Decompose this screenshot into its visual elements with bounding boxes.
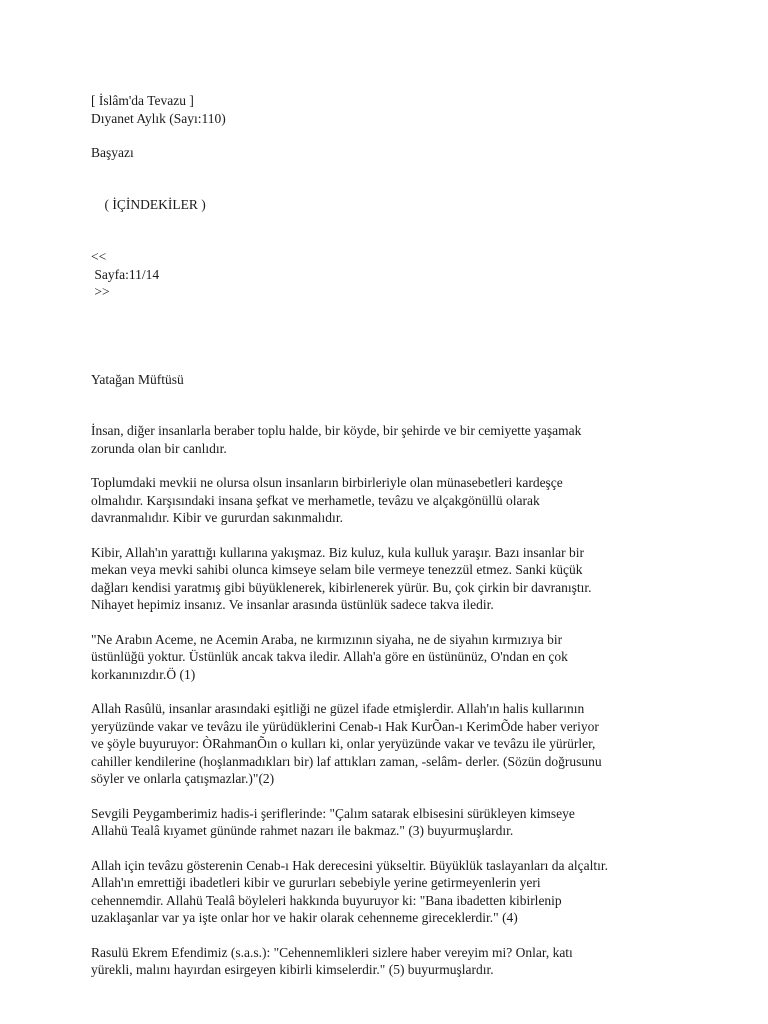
paragraph-line: Allah'ın emrettiği ibadetleri kibir ve gururları sebebiyle yerine getirmeyenlerin yeri [91, 875, 541, 890]
article-body [91, 422, 711, 979]
paragraph-line: olmalıdır. Karşısındaki insana şefkat ve merhametle, tevâzu ve alçakgönüllü olarak [91, 492, 540, 508]
pager [91, 248, 711, 301]
paragraph-line: davranmalıdır. Kibir ve gururdan sakınmalıdır. [91, 510, 343, 525]
paragraph-line: cahiller kendilerine (hoşlanmadıkları bir) laf attıkları zaman, -selâm- derler. (Sözün doğrusunu [91, 753, 602, 769]
paragraph-line: ve şöyle buyuruyor: ÒRahmanÕın o kulları ki, onlar yeryüzünde vakar ve tevâzu ile yürürler, [91, 736, 596, 751]
paragraph-line: korkanınızdır.Ö (1) [91, 666, 196, 682]
prev-page-link[interactable]: << [91, 249, 107, 264]
paragraph-line: "Ne Arabın Aceme, ne Acemin Araba, ne kırmızının siyaha, ne de siyahın kırmızıya bir [91, 631, 563, 647]
contents-link[interactable] [91, 179, 711, 232]
paragraph-line: Nihayet hepimiz insanız. Ve insanlar arasında üstünlük sadece takva iledir. [91, 597, 494, 612]
paragraph-line: Toplumdaki mevkii ne olursa olsun insanların birbirleriyle olan münasebetleri kardeşçe [91, 475, 563, 490]
paragraph [91, 631, 711, 684]
paragraph [91, 474, 711, 527]
paragraph-line: Rasulü Ekrem Efendimiz (s.a.s.): "Cehennemlikleri sizlere haber vereyim mi? Onlar, katı [91, 944, 573, 960]
paragraph-line: söyler ve onlarla çatışmazlar.)"(2) [91, 771, 275, 786]
paragraph-line: cehennemdir. Allahü Tealâ böyleleri hakkında buyuruyor ki: "Bana ibadetten kibirlenip [91, 892, 562, 908]
paragraph-line: Kibir, Allah'ın yarattığı kullarına yakışmaz. Biz kuluz, kula kulluk yaraşır. Bazı insanlar bir [91, 544, 585, 560]
paragraph-line: Sevgili Peygamberimiz hadis-i şeriflerinde: "Çalım satarak elbisesini sürükleyen kimseye [91, 805, 575, 821]
paragraph-line: mekan veya mevki sahibi olunca kimseye selam bile vermeye tenezzül etmez. Sanki küçük [91, 562, 583, 577]
paragraph-line: Allah için tevâzu gösterenin Cenab-ı Hak derecesini yükseltir. Büyüklük taslayanları da alçaltır. [91, 857, 608, 873]
paragraph [91, 805, 711, 840]
section-title: Başyazı [91, 145, 134, 160]
paragraph [91, 857, 711, 927]
paragraph-line: yürekli, malını hayırdan esirgeyen kibirli kimselerdir." (5) buyurmuşlardır. [91, 962, 494, 977]
paragraph [91, 944, 711, 979]
paragraph-line: dağları kendisi yaratmış gibi büyüklenerek, kibirlenerek yürür. Bu, çok çirkin bir davranıştır. [91, 579, 592, 595]
paragraph-line: zorunda olan bir canlıdır. [91, 440, 227, 456]
journal-issue: Dıyanet Aylık (Sayı:110) [91, 110, 226, 126]
topic-heading: [ İslâm'da Tevazu ] [91, 93, 194, 108]
author-line: Yatağan Müftüsü [91, 371, 184, 387]
contents-link-text[interactable]: ( İÇİNDEKİLER ) [104, 197, 206, 212]
paragraph [91, 544, 711, 614]
paragraph-line: Allah Rasûlü, insanlar arasındaki eşitliği ne güzel ifade etmişlerdir. Allah'ın halis kullarının [91, 701, 585, 716]
document-page [91, 92, 711, 979]
page-indicator: Sayfa:11/14 [91, 266, 160, 282]
paragraph-line: uzaklaşanlar var ya işte onlar hor ve hakir olarak cehenneme gireceklerdir." (4) [91, 910, 518, 925]
paragraph [91, 422, 711, 457]
next-page-link[interactable]: >> [91, 284, 110, 299]
paragraph-line: üstünlüğü yoktur. Üstünlük ancak takva iledir. Allah'a göre en üstününüz, O'ndan en çok [91, 649, 568, 664]
paragraph-line: İnsan, diğer insanlarla beraber toplu halde, bir köyde, bir şehirde ve bir cemiyette yaşamak [91, 423, 582, 438]
paragraph-line: yeryüzünde vakar ve tevâzu ile yürüdüklerini Cenab-ı Hak KurÕan-ı KerimÕde haber veriyor [91, 718, 599, 734]
paragraph [91, 700, 711, 788]
paragraph-line: Allahü Tealâ kıyamet gününde rahmet nazarı ile bakmaz." (3) buyurmuşlardır. [91, 823, 514, 838]
